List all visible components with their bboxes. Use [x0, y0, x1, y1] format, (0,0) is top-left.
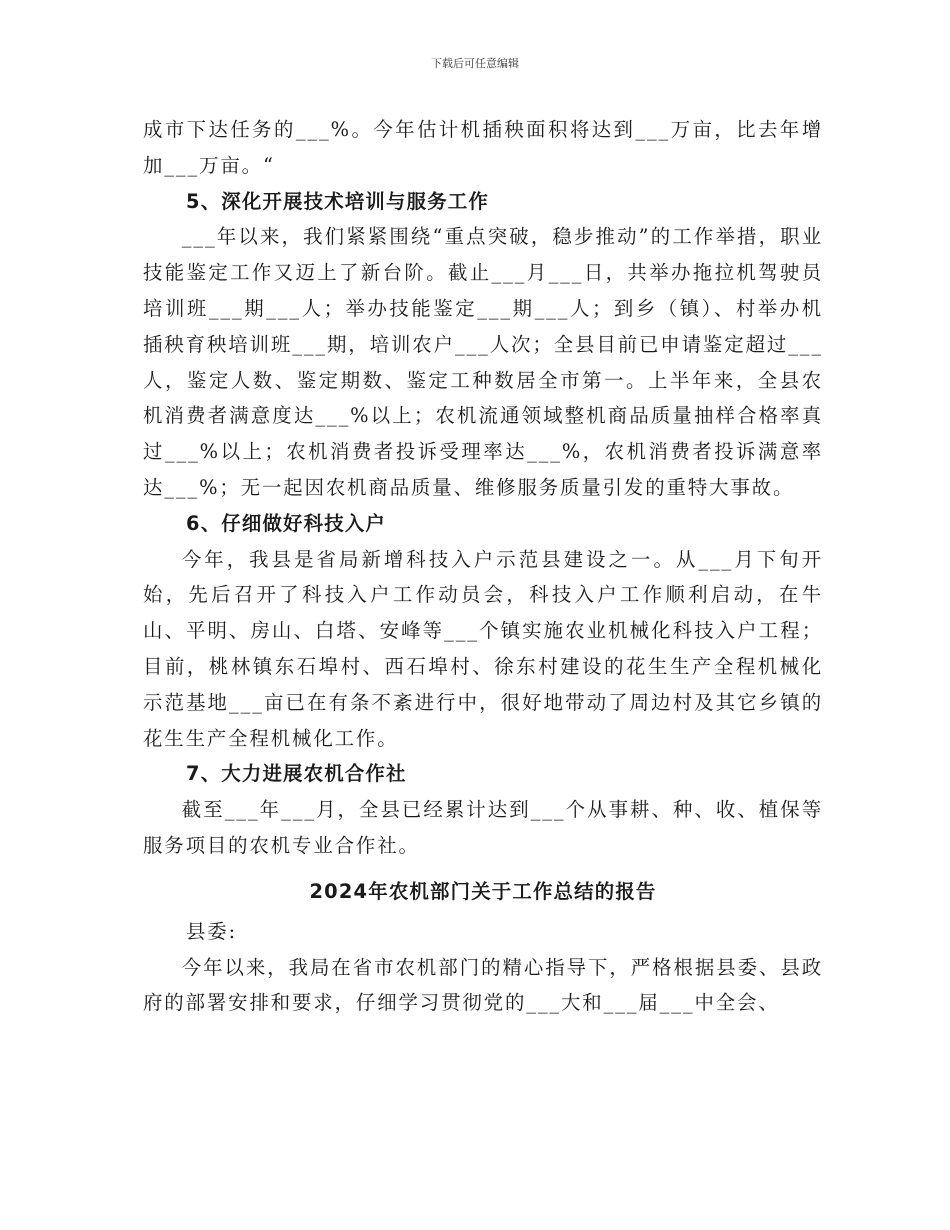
section-7-paragraph: 截至___年___月，全县已经累计达到___个从事耕、种、收、植保等服务项目的农机专业合作社。 — [143, 798, 823, 857]
report-title: 2024年农机部门关于工作总结的报告 — [309, 879, 657, 903]
report-salutation: 县委: — [186, 919, 238, 943]
section-5-paragraph: ___年以来，我们紧紧围绕“重点突破，稳步推动”的工作举措，职业技能鉴定工作又迈上了新台阶。截止___月___日，共举办拖拉机驾驶员培训班___期___人；举办技能鉴定___期___人；到乡（镇）、村举办机插秧育秧培训班___期，培训农户___人次；全县目前已申请鉴定超过___人，鉴定人数、鉴定期数、鉴定工种数居全市第一。上半年来，全县农机消费者满意度达___%以上；农机流通领域整机商品质量抽样合格率真过___%以上；农机消费者投诉受理率达___%，农机消费者投诉满意率达___%；无一起因农机商品质量、维修服务质量引发的重特大事故。 — [143, 225, 823, 499]
document-body — [143, 112, 823, 1021]
intro-paragraph: 成市下达任务的___%。今年估计机插秧面积将达到___万亩，比去年增加___万亩。“ — [143, 118, 823, 177]
report-paragraph: 今年以来，我局在省市农机部门的精心指导下，严格根据县委、县政府的部署安排和要求，仔细学习贯彻党的___大和___届___中全会、 — [143, 955, 823, 1015]
section-6-heading: 6、仔细做好科技入户 — [186, 511, 387, 535]
header-note: 下载后可任意编辑 — [431, 57, 519, 70]
section-6-paragraph: 今年，我县是省局新增科技入户示范县建设之一。从___月下旬开始，先后召开了科技入户工作动员会，科技入户工作顺利启动，在牛山、平明、房山、白塔、安峰等___个镇实施农业机械化科技入户工程；目前，桃林镇东石埠村、西石埠村、徐东村建设的花生生产全程机械化示范基地___亩已在有条不紊进行中，很好地带动了周边村及其它乡镇的花生生产全程机械化工作。 — [143, 547, 823, 750]
section-7-heading: 7、大力进展农机合作社 — [186, 762, 407, 786]
section-5-heading: 5、深化开展技术培训与服务工作 — [186, 189, 489, 213]
